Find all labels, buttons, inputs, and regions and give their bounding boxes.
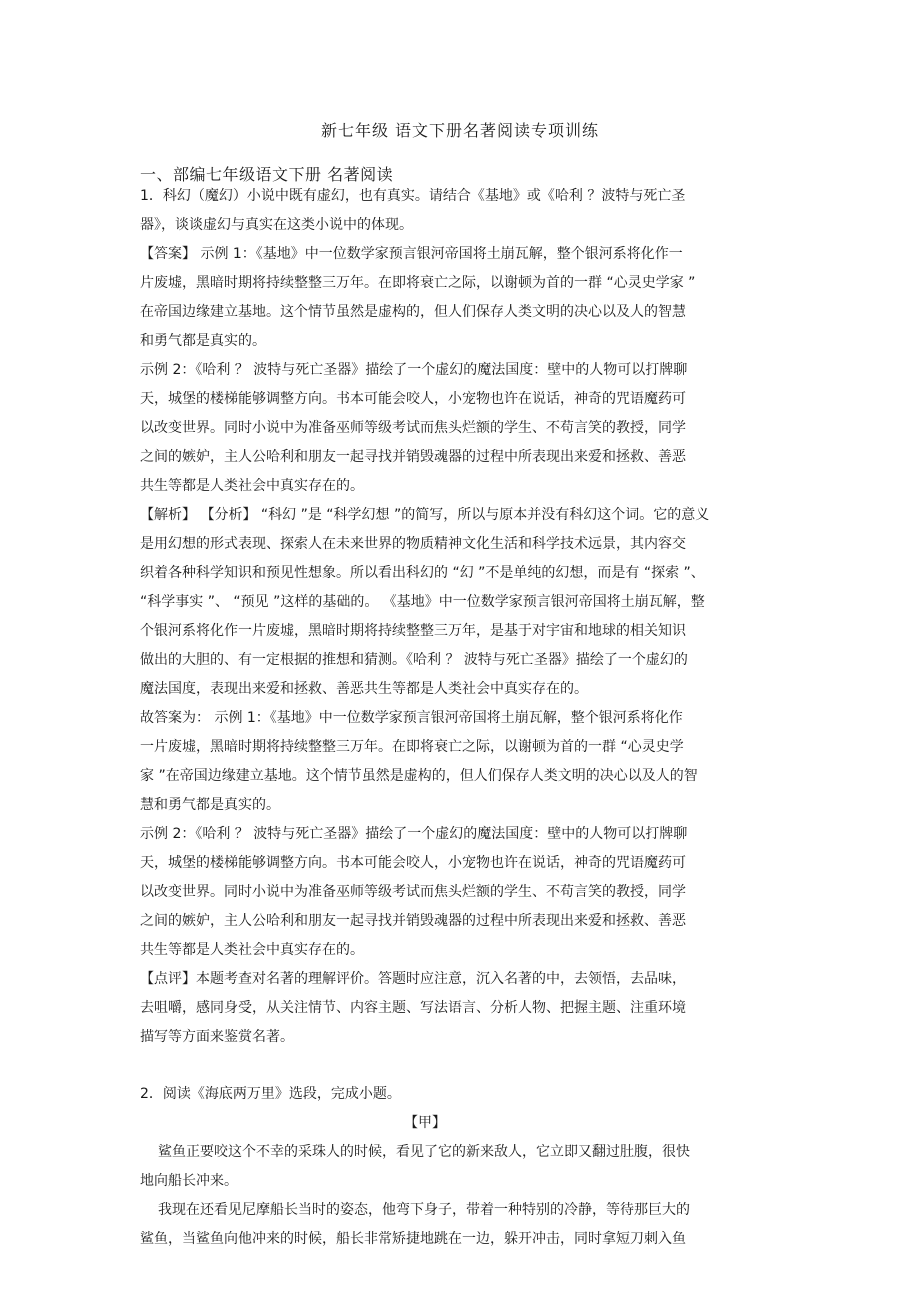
text-line: 天，城堡的楼梯能够调整方向。书本可能会咬人，小宠物也许在说话，神奇的咒语魔药可 — [140, 855, 686, 871]
text-line: 共生等都是人类社会中真实存在的。 — [140, 478, 364, 494]
text-line: 之间的嫉妒，主人公哈利和朋友一起寻找并销毁魂器的过程中所表现出来爱和拯救、善恶 — [140, 913, 686, 929]
question-2 — [140, 1080, 780, 1254]
text-line: 家 ”在帝国边缘建立基地。这个情节虽然是虚构的，但人们保存人类文明的决心以及人的智 — [140, 768, 698, 784]
passage-label: 【甲】 — [404, 1115, 446, 1131]
text-line: 织着各种科学知识和预见性想象。所以看出科幻的 “幻 ”不是单纯的幻想，而是有 “探索 ”、 — [140, 565, 705, 581]
text-line: “科学事实 ”、 “预见 ”这样的基础的。 《基地》中一位数学家预言银河帝国将土崩瓦解，整 — [140, 594, 705, 610]
text-line: 去咀嚼，感同身受，从关注情节、内容主题、写法语言、分析人物、把握主题、注重环境 — [140, 1000, 686, 1016]
text-line: 示例 2：《哈利 ？ 波特与死亡圣器》描绘了一个虚幻的魔法国度：壁中的人物可以打牌聊 — [140, 362, 688, 378]
text-line: 做出的大胆的、有一定根据的推想和猜测。《哈利 ？ 波特与死亡圣器》描绘了一个虚幻的 — [140, 652, 688, 668]
text-line: 是用幻想的形式表现、探索人在未来世界的物质精神文化生活和科学技术远景，其内容交 — [140, 536, 686, 552]
text-line: 故答案为： 示例 1：《基地》中一位数学家预言银河帝国将土崩瓦解，整个银河系将化作 — [140, 710, 683, 726]
text-line: 器》，谈谈虚幻与真实在这类小说中的体现。 — [140, 217, 413, 233]
text-line: 慧和勇气都是真实的。 — [140, 797, 280, 813]
text-line: 以改变世界。同时小说中为准备巫师等级考试而焦头烂额的学生、不苟言笑的教授，同学 — [140, 420, 686, 436]
text-line: 片废墟，黑暗时期将持续整整三万年。在即将衰亡之际，以谢顿为首的一群 “心灵史学家 ” — [140, 275, 696, 291]
paragraph-gap — [140, 1052, 780, 1080]
text-line: 共生等都是人类社会中真实存在的。 — [140, 942, 364, 958]
section-heading: 一、部编七年级语文下册 名著阅读 — [140, 165, 394, 184]
text-line: 在帝国边缘建立基地。这个情节虽然是虚构的，但人们保存人类文明的决心以及人的智慧 — [140, 304, 686, 320]
text-line: 1．科幻（魔幻）小说中既有虚幻，也有真实。请结合《基地》或《哈利 ？波特与死亡圣 — [140, 188, 686, 204]
text-line: 鲨鱼正要咬这个不幸的采珠人的时候，看见了它的新来敌人，它立即又翻过肚腹，很快 — [158, 1144, 690, 1160]
text-line: 描写等方面来鉴赏名著。 — [140, 1029, 294, 1045]
question-1 — [140, 182, 780, 1052]
document-title: 新七年级 语文下册名著阅读专项训练 — [320, 121, 600, 140]
text-line: 地向船长冲来。 — [140, 1173, 238, 1189]
text-line: 一片废墟，黑暗时期将持续整整三万年。在即将衰亡之际，以谢顿为首的一群 “心灵史学 — [140, 739, 684, 755]
text-line: 我现在还看见尼摩船长当时的姿态，他弯下身子，带着一种特别的冷静，等待那巨大的 — [158, 1202, 690, 1218]
text-line: 【答案】 示例 1：《基地》中一位数学家预言银河帝国将土崩瓦解，整个银河系将化作一 — [140, 246, 683, 262]
text-line: 天，城堡的楼梯能够调整方向。书本可能会咬人，小宠物也许在说话，神奇的咒语魔药可 — [140, 391, 686, 407]
question-prompt: 2．阅读《海底两万里》选段，完成小题。 — [140, 1086, 401, 1102]
text-line: 魔法国度，表现出来爱和拯救、善恶共生等都是人类社会中真实存在的。 — [140, 681, 588, 697]
text-line: 之间的嫉妒，主人公哈利和朋友一起寻找并销毁魂器的过程中所表现出来爱和拯救、善恶 — [140, 449, 686, 465]
text-line: 和勇气都是真实的。 — [140, 333, 266, 349]
text-line: 示例 2：《哈利 ？ 波特与死亡圣器》描绘了一个虚幻的魔法国度：壁中的人物可以打牌聊 — [140, 826, 688, 842]
text-line: 【解析】 【分析】 “科幻 ”是 “科学幻想 ”的简写，所以与原本并没有科幻这个词。它的意义 — [140, 507, 710, 523]
document-body — [140, 182, 780, 1254]
text-line: 【点评】本题考查对名著的理解评价。答题时应注意，沉入名著的中，去领悟，去品味， — [140, 971, 686, 987]
text-line: 个银河系将化作一片废墟，黑暗时期将持续整整三万年，是基于对宇宙和地球的相关知识 — [140, 623, 686, 639]
text-line: 鲨鱼，当鲨鱼向他冲来的时候，船长非常矫捷地跳在一边，躲开冲击，同时拿短刀刺入鱼 — [140, 1231, 686, 1247]
text-line: 以改变世界。同时小说中为准备巫师等级考试而焦头烂额的学生、不苟言笑的教授，同学 — [140, 884, 686, 900]
